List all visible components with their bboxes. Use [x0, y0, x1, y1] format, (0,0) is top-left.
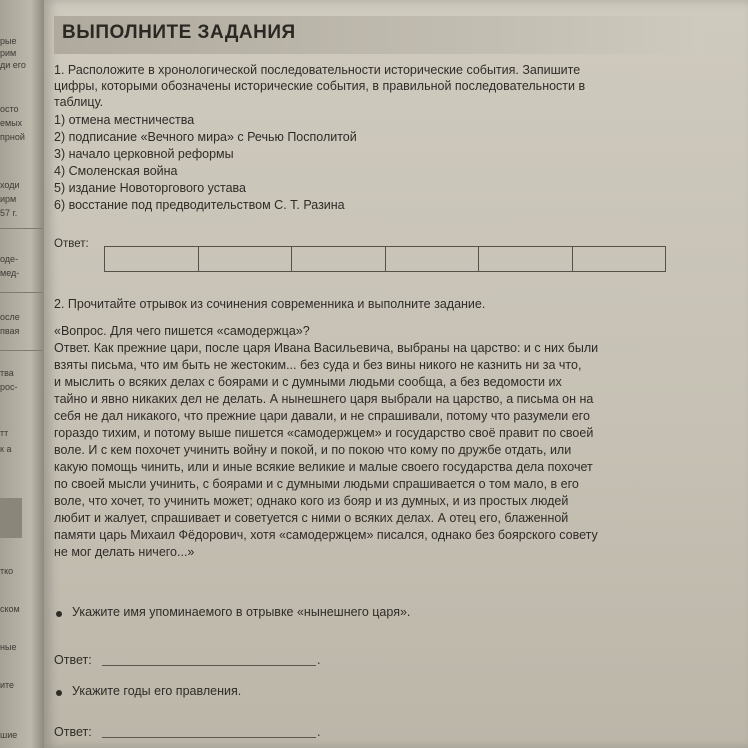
answer-label: Ответ: — [54, 725, 92, 739]
event-option: 3) начало церковной реформы — [54, 147, 234, 161]
margin-fragment: к а — [0, 444, 12, 454]
passage-line: тайно и явно никаких дел не делать. А нынешнего царя выбрали на царство, а письма он на — [54, 392, 594, 406]
margin-fragment: пвая — [0, 326, 20, 336]
margin-fragment: ите — [0, 680, 15, 690]
previous-page-edge — [0, 0, 44, 748]
passage-line: себя не дал никакого, что прежние цари давали, и не спрашивали, потому что разумели его — [54, 409, 590, 423]
passage-line: какую помощь чинить, или и иные всякие великие и малые своего государства дела похочет — [54, 460, 593, 474]
margin-fragment: тко — [0, 566, 14, 576]
answer-cell[interactable] — [573, 247, 666, 271]
margin-fragment: 57 г. — [0, 208, 18, 218]
answer-cell[interactable] — [105, 247, 199, 271]
question-2: Укажите годы его правления. — [72, 684, 242, 698]
margin-fragment: прной — [0, 132, 25, 142]
margin-fragment: оде- — [0, 254, 19, 264]
margin-fragment: емых — [0, 118, 23, 128]
answer-line[interactable] — [102, 665, 316, 666]
bullet-icon — [56, 690, 62, 696]
margin-fragment: рые — [0, 36, 17, 46]
question-1: Укажите имя упоминаемого в отрывке «нынешнего царя». — [72, 605, 411, 619]
bullet-icon — [56, 611, 62, 617]
passage-line: воле, что хочет, то учинить может; однако кого из бояр и из думных, и из простых людей — [54, 494, 569, 508]
passage-line: не мог делать ничего...» — [54, 545, 195, 559]
answer-cell[interactable] — [199, 247, 293, 271]
margin-fragment: рим — [0, 48, 17, 58]
event-option: 6) восстание под предводительством С. Т. Разина — [54, 198, 345, 212]
textbook-page — [44, 0, 748, 748]
margin-fragment: ходи — [0, 180, 20, 190]
margin-fragment: тва — [0, 368, 14, 378]
passage-line: гораздо тихим, и потому выше пишется «самодержцем» и государство своё правит по своей — [54, 426, 594, 440]
answer-cell[interactable] — [386, 247, 480, 271]
answer-table — [104, 246, 666, 272]
passage-line: по своей мысли учинить, с боярами и с думными людьми спрашивается о том мало, в его — [54, 477, 579, 491]
margin-fragment: мед- — [0, 268, 20, 278]
margin-fragment: осто — [0, 104, 19, 114]
passage-line: любит и жалует, спрашивает и советуется с ними о всяких делах. А отец его, блаженной — [54, 511, 569, 525]
margin-fragment: ирм — [0, 194, 17, 204]
margin-fragment: ные — [0, 642, 17, 652]
passage-line: «Вопрос. Для чего пишется «самодержца»? — [54, 324, 310, 338]
passage-line: Ответ. Как прежние цари, после царя Ивана Васильевича, выбраны на царство: и с них были — [54, 341, 599, 355]
task1-instruction-line: цифры, которыми обозначены исторические события, в правильной последовательности в — [54, 79, 586, 93]
event-option: 4) Смоленская война — [54, 164, 178, 178]
margin-shaded-block — [0, 498, 22, 538]
passage-line: и мыслить о всяких делах с боярами и с думными людьми сообща, а без ведомости их — [54, 375, 562, 389]
event-option: 1) отмена местничества — [54, 113, 195, 127]
margin-fragment: тт — [0, 428, 9, 438]
answer-cell[interactable] — [479, 247, 573, 271]
answer-label: Ответ: — [54, 238, 89, 250]
answer-label: Ответ: — [54, 653, 92, 667]
task2-title: 2. Прочитайте отрывок из сочинения современника и выполните задание. — [54, 297, 486, 311]
margin-fragment: рос- — [0, 382, 18, 392]
answer-cell[interactable] — [292, 247, 386, 271]
passage-line: взяты письма, что им быть не жестоким... без суда и без вины никого не казнить ни за что, — [54, 358, 582, 372]
passage-line: воле. И с кем похочет учинить войну и покой, и по покою что кому по дружбе отдать, или — [54, 443, 572, 457]
margin-fragment: ди его — [0, 60, 26, 70]
answer-line-end: . — [317, 653, 321, 667]
passage-line: памяти царь Михаил Фёдорович, хотя «самодержцем» писался, однако без боярского совету — [54, 528, 598, 542]
margin-fragment: осле — [0, 312, 20, 322]
answer-line-end: . — [317, 725, 321, 739]
task1-instruction-line: таблицу. — [54, 95, 104, 109]
event-option: 5) издание Новоторгового устава — [54, 181, 246, 195]
answer-line[interactable] — [102, 737, 316, 738]
page-title: ВЫПОЛНИТЕ ЗАДАНИЯ — [62, 22, 296, 43]
margin-fragment: ском — [0, 604, 20, 614]
event-option: 2) подписание «Вечного мира» с Речью Посполитой — [54, 130, 357, 144]
margin-fragment: шие — [0, 730, 18, 740]
task1-instruction-line: 1. Расположите в хронологической последовательности исторические события. Запишите — [54, 63, 581, 77]
